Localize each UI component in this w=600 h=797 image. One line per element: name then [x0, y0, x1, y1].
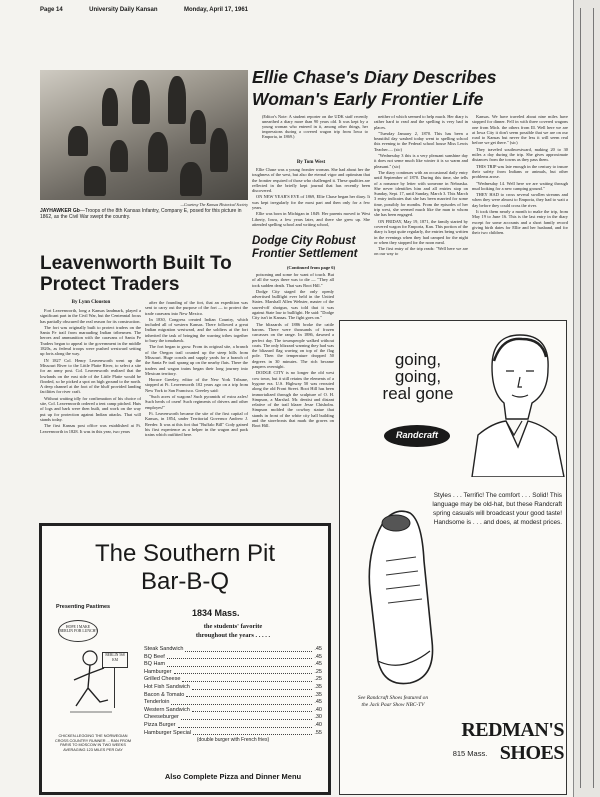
menu-item: Cheeseburger [144, 714, 179, 721]
cartoon-caption: CHICKEN-LEGGING THE NORWEGIAN CROSS COUNTRY RUNNER ... RAN FROM PARIS TO MOSCOW IN TWO WEEKS AVERAGING 123 MILES PER DAY [54, 734, 131, 752]
menu-row [144, 722, 322, 730]
photo-credit: —Courtesy The Kansas Historical Society [180, 202, 248, 207]
paragraph: The blizzards of 1886 broke the cattle barons. There were thousands of frozen carcasses on the range. In 1886, dawned a perfect day. The townspeople walked without coats. The only blizzard warning they had was the blizzard flag waving on top of the flag pole. Then the temperature dropped 50 degrees in 30 minutes. The rich became paupers overnight. [252, 321, 334, 370]
menu-item: Bacon & Tomato [144, 691, 185, 698]
shoe-copy: Styles . . . Terrific! The comfort . . . Solid! This language may be old-hat, but these Randcraft spring casuals will broadcast your good taste! Handsome is . . . and does, at modest prices. [432, 492, 562, 526]
leavenworth-column-1 [40, 308, 141, 520]
paragraph: Without waiting idly for confirmation of his choice of site, Col. Leavenworth ordered a tent camp pitched. Huts of logs and bark were then built, and work on the way put up for protection against Indian attacks. That will stands today. [40, 395, 141, 422]
shoe-illustration [356, 501, 446, 691]
slogan-line: real gone [382, 384, 454, 403]
speech-bubble: HOPE I MAKE BERLIN FOR LUNCH! [58, 620, 98, 642]
paragraph: ON FRIDAY, May 19, 1871, the family started by covered wagon for Emporia, Kan. This portion of the diary is kept quite regularly, the entries being written in the evenings when they had camped for the night or when they stopped for the noon meal. [374, 218, 468, 245]
menu-price: .45 [314, 661, 322, 668]
bbq-title-line-1: The Southern Pit [94, 540, 276, 567]
ellie-column-3 [472, 114, 568, 318]
menu-price: .35 [314, 683, 322, 690]
menu-item: Hamburger [144, 668, 172, 675]
paragraph: Kansas. We have traveled about nine miles have stopped for dinner. Fell in with three covered wagons one from Mich. the others from Ill. Well here we are at Iowa City it don't seem possible that we are on our road to Kansas but never the less it will seem real before we get there." (sic) [472, 114, 568, 146]
paragraph: The first Kansas post office was established at Ft. Leavenworth in 1828. It was in this year, two years [40, 423, 141, 434]
menu-row [144, 669, 322, 677]
paragraph: THEY HAD to cross several swollen streams and when they were almost to Emporia, they had to wait a day before they could cross the river. [472, 192, 568, 208]
menu-price: .40 [314, 721, 322, 728]
runner-cartoon [52, 614, 134, 790]
slogan-line: going, [394, 367, 442, 386]
bbq-advertisement [39, 523, 331, 795]
paper-name: University Daily Kansan [89, 7, 158, 13]
paragraph: The first entry of the trip reads: "Well here we are on our way to [374, 246, 468, 257]
menu-item: BQ Beef [144, 653, 165, 660]
ellie-headline [252, 66, 570, 110]
paragraph: DODGE CITY is no longer the old west cow town, but it still retains the elements of a bygone era. U.S. Highway 50 was rerouted along the old Front Street. Boot Hill has been immortalized through the sculpture of O. H. Simpson, a Marshal. Mr. dentist and distant relative of the trail blazer Jesse Chisholm. Simpson molded the cowboy statue that stands in front of the white city hall building and the storefronts that mark the graves on Boot Hill. [252, 370, 334, 429]
fries-note: (double burger with French fries) [196, 737, 270, 744]
paragraph: The diary continues with an occasional daily entry until September of 1870. During this time, she tells of a romance by letter with someone in Nebraska. She never identifies him and all entries stop on Sunday, Sept. 17, until Sunday, March 3. This March 3 entry indicates that she has been married for some time, possibly for months. From the episodes of her trip west, she seemed much like the man to whom she has been engaged. [374, 169, 468, 218]
menu-row [144, 707, 322, 715]
dodge-headline: Dodge City Robust Frontier Settlement [252, 235, 358, 260]
menu-price: .25 [314, 668, 322, 675]
menu-item: Hot Fish Sandwich [144, 683, 190, 690]
menu-item: Grilled Cheese [144, 676, 181, 683]
bbq-tagline [138, 622, 328, 640]
page-header [40, 7, 248, 13]
bbq-footer: Also Complete Pizza and Dinner Menu [164, 772, 302, 781]
paragraph: Ft. Leavenworth became the site of the first capital of Kansas, in 1854, under Territorial Governor Andrew J. Reeder. It was at this fort that "Buffalo Bill" Cody gained his first experience as a helper in the wagon and pack trains which outfitted here. [145, 410, 248, 438]
berlin-signpost: BERLIN 568 KM [102, 652, 128, 668]
bbq-tagline-2: throughout the years . . . . . [195, 632, 271, 639]
paragraph: neither of which seemed to help much. Her diary is rather hard to read and the spelling is very bad in places. [374, 114, 468, 130]
menu-price: .35 [314, 691, 322, 698]
paragraph: It took them nearly a month to make the trip, from May 19 to June 16. This is the last entry in the diary except for some accounts and a short family record giving birth dates for Ellie and her husband, and for their two children. [472, 209, 568, 236]
paragraph: They traveled southwestward, making 20 to 30 miles a day during the trip. She gives approximate distances from the towns as they pass them. [472, 146, 568, 163]
randcraft-brand: Randcraft [395, 430, 438, 440]
menu-price: .45 [314, 653, 322, 660]
bbq-title [42, 540, 328, 596]
menu-price: .40 [314, 706, 322, 713]
runner-figure [66, 648, 116, 718]
paragraph: Dodge City staged the only openly advertised bullfight ever held in the United States. Marshall Allen Webster, master of the sawed-off shotgun, was told that it was against State law to bullfight. He said: "Dodge City isn't in Kansas. The fight goes on." [252, 288, 334, 321]
paragraph: The fort began to grow. From its original site, a branch of the Oregon trail counted up the steep hills from Missouri. Huge corrals and supply yards for a branch of the Santa Fe trail sprang up on the nearby flats. There the traders and wagon trains began their long journey into Mexican territory. [145, 344, 248, 376]
issue-date: Monday, April 17, 1961 [183, 7, 248, 13]
ellie-column-2 [374, 114, 468, 318]
paragraph: "Wednesday 14. Well here we are waiting through mud looking for a new camping ground." [472, 180, 568, 191]
menu-row [144, 699, 322, 707]
paragraph: "Tuesday January 2, 1870. This has been a beautiful day washed today went to spelling school this evening to the Federal school house Miss Lewis Teacher..... (sic) [374, 130, 468, 152]
store-address: 815 Mass. [452, 749, 488, 758]
menu-price: .55 [314, 729, 322, 736]
page-number: Page 14 [40, 7, 63, 13]
menu-row [144, 714, 322, 722]
menu-row [144, 661, 322, 669]
tv-note: See Randcraft Shoes featured on the Jack Paar Show NBC-TV [357, 695, 429, 708]
adjacent-page-edge [573, 0, 600, 797]
caption-lead: JAYHAWKER Gb [40, 208, 80, 214]
paragraph: ON NEW YEAR'S EVE of 1869, Ellie Chase began her diary. It was kept irregularly for the most part and then only for a few years. [252, 194, 370, 211]
bbq-tagline-1: the students' favorite [203, 623, 263, 630]
menu-row [144, 730, 322, 738]
photo-caption [40, 208, 248, 220]
paragraph: Ellie Chase was a young frontier woman. She had about her the toughness of the west, but also the eternal vigor and optimism that the frontier required of those who challenged it. These qualities are reflected in the briefly kept journal that has recently been discovered. [252, 167, 370, 194]
bbq-menu [144, 646, 322, 743]
ellie-headline-line-2: Woman's Early Frontier Life [252, 89, 484, 109]
troops-photo [40, 70, 248, 200]
menu-price: .45 [314, 646, 322, 652]
ellie-byline: By Tom West [296, 160, 326, 165]
editors-note: (Editor's Note: A student reporter on the UDK staff recently unearthed a diary more than 90 years old. It was kept by a young woman who entered in it, among other things, her impressions during a covered wagon trip from Iowa to Emporia, in 1869.) [262, 114, 368, 139]
paragraph: In 1830, Congress created Indian Country, which included all of western Kansas. There followed a great Indian migration westward, and the soldiers at the fort inherited the task of bringing the warring tribes together to bury the tomahawk. [145, 316, 248, 344]
menu-row [144, 676, 322, 684]
leavenworth-headline: Leavenworth Built To Protect Traders [40, 253, 232, 295]
paragraph: after the founding of the fort, that an expedition was sent to carry out the purpose of the fort — to protect the trade caravans into New Mexico. [145, 300, 248, 316]
leavenworth-column-2 [145, 300, 248, 520]
leavenworth-byline: By Lynn Clouston [71, 300, 111, 305]
paragraph: IN 1827 Col. Henry Leavenworth went up the Missouri River to the Little Platte River, to select a site for an army post. Col. Leavenworth realized that the lowlands on the east side of the Little Platte would be flooded, so he picked a spot on high ground to the north. A deep channel at the foot of the bluff provided landing facilities for river craft. [40, 357, 141, 395]
menu-item: Steak Sandwich [144, 646, 184, 652]
menu-row [144, 646, 322, 654]
bbq-presenting: Presenting Pastimes [56, 604, 111, 610]
ellie-column-1 [252, 167, 370, 231]
caption-text: —Troops of the 8th Kansas Infantry, Company E, posed for this picture in 1862, as the Civil War swept the country. [40, 208, 242, 220]
ellie-headline-line-1: Ellie Chase's Diary Describes [252, 67, 497, 87]
dodge-column [252, 272, 334, 520]
paragraph: THIS TRIP was late enough in the century to insure their safety from Indians or animals, but other problems arose. [472, 163, 568, 180]
menu-row [144, 654, 322, 662]
menu-row [144, 684, 322, 692]
paragraph: "Such acres of wagons! Such pyramids of extra axles! Such herds of oxen! Such regiments of drivers and other employes!" [145, 394, 248, 410]
man-illustration [462, 327, 566, 477]
bbq-address: 1834 Mass. [192, 608, 240, 618]
menu-item: Pizza Burger [144, 721, 176, 728]
bbq-title-line-2: Bar-B-Q [140, 568, 229, 595]
slogan-line: going, [394, 350, 442, 369]
menu-item: Hamburger Special [144, 729, 192, 736]
paragraph: The fort was originally built to protect traders on the Santa Fe trail from marauding Indian tribesmen. The heroes and ammunition with the caravans of Santa Fe Traders began to appeal to the government in the middle 1820s, as federal troops were pushed westward setting up forts along the way. [40, 324, 141, 357]
paragraph: Fort Leavenworth, long a Kansas landmark, played a significant part in the Civil War, but the Centennial focus has partially obscured the real reason for its construction. [40, 308, 141, 324]
paragraph: Ellie was born in Michigan in 1849. Her parents moved to West Liberty, Iowa, a few years later, and there she grew up. She attended spelling school and writing school, [252, 211, 370, 227]
paragraph: Horace Greeley, editor of the New York Tribune, stopped at Ft. Leavenworth 102 years ago on a trip from New York to San Francisco. Greeley said: [145, 377, 248, 393]
shoe-advertisement [339, 320, 567, 795]
paragraph: "Wednesday 3 this is a very pleasant sunshine day it does not seme much like winter it is so warm and pleasant." (sic) [374, 153, 468, 169]
menu-price: .25 [314, 676, 322, 683]
menu-row [144, 692, 322, 700]
shoe-slogan [366, 351, 470, 402]
paragraph: poisoning and some for want of touch. But of all the ways there was to die — "They all took sudden death. That was Boot Hill." [252, 272, 334, 288]
menu-price: .45 [314, 699, 322, 706]
menu-item: BQ Ham [144, 661, 166, 668]
menu-price: .30 [314, 714, 322, 721]
menu-item: Western Sandwich [144, 706, 190, 713]
dodge-continued: (Continued from page 6) [286, 265, 336, 270]
menu-item: Tenderloin [144, 699, 170, 706]
redmans-logo: REDMAN'S SHOES [461, 719, 564, 764]
